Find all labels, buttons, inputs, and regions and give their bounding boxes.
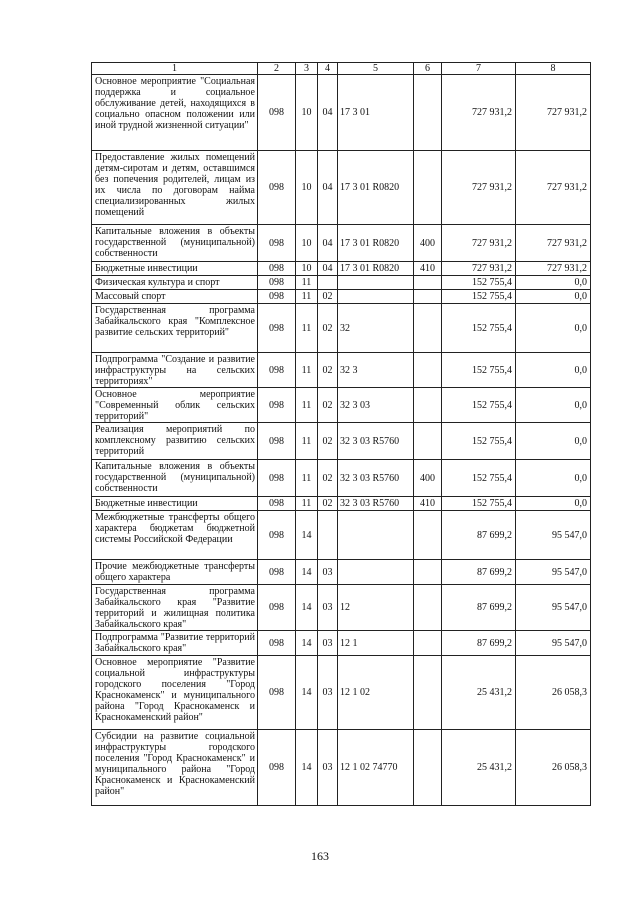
header-row [92, 63, 591, 75]
row-expense-type-code [414, 511, 442, 560]
row-section-code: 11 [296, 497, 318, 511]
row-section-code: 11 [296, 304, 318, 353]
row-ministry-code: 098 [258, 423, 296, 460]
row-expense-type-code [414, 290, 442, 304]
row-ministry-code: 098 [258, 460, 296, 497]
row-target-code: 32 3 [338, 353, 414, 388]
row-subsection-code: 02 [318, 497, 338, 511]
column-header-2: 2 [258, 63, 296, 75]
row-target-code: 12 1 02 74770 [338, 730, 414, 806]
row-subsection-code: 04 [318, 75, 338, 151]
row-section-code: 10 [296, 75, 318, 151]
table-row [92, 75, 591, 151]
row-target-code: 32 3 03 R5760 [338, 460, 414, 497]
row-amount-col8: 95 547,0 [516, 511, 591, 560]
row-expense-type-code [414, 585, 442, 631]
row-target-code: 32 3 03 R5760 [338, 423, 414, 460]
row-subsection-code: 02 [318, 388, 338, 423]
row-amount-col7: 727 931,2 [442, 151, 516, 225]
row-name: Подпрограмма "Создание и развитие инфраструктуры на сельских территориях" [92, 353, 258, 388]
row-target-code: 32 3 03 R5760 [338, 497, 414, 511]
row-subsection-code: 02 [318, 304, 338, 353]
row-target-code [338, 276, 414, 290]
row-amount-col8: 727 931,2 [516, 75, 591, 151]
row-amount-col8: 727 931,2 [516, 151, 591, 225]
row-amount-col7: 152 755,4 [442, 460, 516, 497]
row-ministry-code: 098 [258, 560, 296, 585]
row-subsection-code: 02 [318, 353, 338, 388]
row-expense-type-code [414, 151, 442, 225]
row-section-code: 11 [296, 388, 318, 423]
row-ministry-code: 098 [258, 388, 296, 423]
row-amount-col8: 95 547,0 [516, 585, 591, 631]
row-subsection-code: 03 [318, 560, 338, 585]
row-expense-type-code [414, 353, 442, 388]
table-row [92, 304, 591, 353]
row-expense-type-code: 400 [414, 460, 442, 497]
column-header-1: 1 [92, 63, 258, 75]
row-amount-col8: 0,0 [516, 423, 591, 460]
row-section-code: 11 [296, 353, 318, 388]
row-name: Предоставление жилых помещений детям-сиротам и детям, оставшимся без попечения родителей, лицам из их числа по договорам найма специализированных жилых помещений [92, 151, 258, 225]
row-section-code: 11 [296, 290, 318, 304]
row-section-code: 14 [296, 511, 318, 560]
row-amount-col8: 0,0 [516, 290, 591, 304]
table-row [92, 262, 591, 276]
row-ministry-code: 098 [258, 304, 296, 353]
row-section-code: 10 [296, 225, 318, 262]
row-expense-type-code [414, 276, 442, 290]
row-subsection-code: 03 [318, 631, 338, 656]
row-amount-col8: 0,0 [516, 304, 591, 353]
row-subsection-code: 03 [318, 656, 338, 730]
row-ministry-code: 098 [258, 75, 296, 151]
table-row [92, 656, 591, 730]
table-row [92, 497, 591, 511]
row-amount-col7: 152 755,4 [442, 497, 516, 511]
table-row [92, 585, 591, 631]
row-amount-col7: 727 931,2 [442, 262, 516, 276]
row-ministry-code: 098 [258, 290, 296, 304]
column-header-8: 8 [516, 63, 591, 75]
row-name: Физическая культура и спорт [92, 276, 258, 290]
row-target-code: 17 3 01 R0820 [338, 225, 414, 262]
row-target-code: 12 1 [338, 631, 414, 656]
row-amount-col8: 0,0 [516, 388, 591, 423]
row-expense-type-code [414, 75, 442, 151]
row-subsection-code: 04 [318, 225, 338, 262]
row-amount-col8: 727 931,2 [516, 225, 591, 262]
row-amount-col8: 95 547,0 [516, 560, 591, 585]
row-amount-col8: 95 547,0 [516, 631, 591, 656]
row-section-code: 14 [296, 656, 318, 730]
table-row [92, 631, 591, 656]
row-target-code: 12 [338, 585, 414, 631]
row-subsection-code: 02 [318, 290, 338, 304]
column-header-6: 6 [414, 63, 442, 75]
row-expense-type-code [414, 631, 442, 656]
row-amount-col7: 152 755,4 [442, 388, 516, 423]
row-target-code [338, 290, 414, 304]
row-ministry-code: 098 [258, 151, 296, 225]
row-subsection-code: 03 [318, 585, 338, 631]
row-name: Основное мероприятие "Современный облик сельских территорий" [92, 388, 258, 423]
row-amount-col7: 152 755,4 [442, 304, 516, 353]
row-name: Массовый спорт [92, 290, 258, 304]
row-expense-type-code [414, 656, 442, 730]
row-target-code: 17 3 01 [338, 75, 414, 151]
row-name: Бюджетные инвестиции [92, 262, 258, 276]
row-section-code: 10 [296, 262, 318, 276]
row-subsection-code: 04 [318, 151, 338, 225]
row-section-code: 14 [296, 730, 318, 806]
row-amount-col8: 0,0 [516, 353, 591, 388]
table-row [92, 460, 591, 497]
row-amount-col8: 0,0 [516, 460, 591, 497]
row-section-code: 10 [296, 151, 318, 225]
row-name: Государственная программа Забайкальского края "Развитие территорий и жилищная политика Забайкальского края" [92, 585, 258, 631]
row-amount-col7: 87 699,2 [442, 585, 516, 631]
row-amount-col7: 727 931,2 [442, 75, 516, 151]
row-ministry-code: 098 [258, 631, 296, 656]
row-ministry-code: 098 [258, 225, 296, 262]
row-name: Подпрограмма "Развитие территорий Забайкальского края" [92, 631, 258, 656]
row-subsection-code: 04 [318, 262, 338, 276]
row-name: Капитальные вложения в объекты государственной (муниципальной) собственности [92, 460, 258, 497]
row-ministry-code: 098 [258, 730, 296, 806]
row-name: Капитальные вложения в объекты государственной (муниципальной) собственности [92, 225, 258, 262]
table-row [92, 388, 591, 423]
row-amount-col7: 87 699,2 [442, 631, 516, 656]
row-name: Основное мероприятие "Социальная поддержка и социальное обслуживание детей, находящихся в социально опасном положении или иной трудной жизненной ситуации" [92, 75, 258, 151]
budget-table [91, 62, 591, 806]
row-amount-col7: 25 431,2 [442, 656, 516, 730]
row-target-code: 12 1 02 [338, 656, 414, 730]
row-section-code: 11 [296, 276, 318, 290]
row-amount-col8: 0,0 [516, 497, 591, 511]
table-row [92, 276, 591, 290]
row-ministry-code: 098 [258, 585, 296, 631]
row-amount-col8: 26 058,3 [516, 656, 591, 730]
column-header-3: 3 [296, 63, 318, 75]
row-expense-type-code [414, 423, 442, 460]
row-expense-type-code: 410 [414, 262, 442, 276]
table-row [92, 353, 591, 388]
table-row [92, 730, 591, 806]
row-subsection-code [318, 511, 338, 560]
row-amount-col7: 152 755,4 [442, 423, 516, 460]
row-amount-col8: 727 931,2 [516, 262, 591, 276]
table-row [92, 423, 591, 460]
row-name: Реализация мероприятий по комплексному развитию сельских территорий [92, 423, 258, 460]
column-header-7: 7 [442, 63, 516, 75]
row-section-code: 11 [296, 460, 318, 497]
row-amount-col7: 87 699,2 [442, 560, 516, 585]
row-amount-col8: 0,0 [516, 276, 591, 290]
row-name: Межбюджетные трансферты общего характера бюджетам бюджетной системы Российской Федерации [92, 511, 258, 560]
row-target-code [338, 560, 414, 585]
table-row [92, 560, 591, 585]
row-ministry-code: 098 [258, 262, 296, 276]
row-amount-col8: 26 058,3 [516, 730, 591, 806]
row-section-code: 14 [296, 631, 318, 656]
row-name: Субсидии на развитие социальной инфраструктуры городского поселения "Город Краснокаменск" и муниципального района "Город Краснокаменск и Краснокаменский район" [92, 730, 258, 806]
row-section-code: 11 [296, 423, 318, 460]
row-amount-col7: 25 431,2 [442, 730, 516, 806]
row-amount-col7: 87 699,2 [442, 511, 516, 560]
column-header-4: 4 [318, 63, 338, 75]
row-section-code: 14 [296, 585, 318, 631]
row-name: Основное мероприятие "Развитие социальной инфраструктуры городского поселения "Город Краснокаменск" и муниципального района "Город Краснокаменск и Краснокаменский район" [92, 656, 258, 730]
row-ministry-code: 098 [258, 276, 296, 290]
table-row [92, 290, 591, 304]
row-subsection-code: 02 [318, 423, 338, 460]
row-ministry-code: 098 [258, 511, 296, 560]
table-row [92, 151, 591, 225]
row-ministry-code: 098 [258, 656, 296, 730]
row-amount-col7: 152 755,4 [442, 353, 516, 388]
row-target-code: 32 [338, 304, 414, 353]
row-target-code: 17 3 01 R0820 [338, 151, 414, 225]
row-name: Прочие межбюджетные трансферты общего характера [92, 560, 258, 585]
table-row [92, 511, 591, 560]
table-row [92, 225, 591, 262]
row-expense-type-code: 400 [414, 225, 442, 262]
row-section-code: 14 [296, 560, 318, 585]
row-ministry-code: 098 [258, 353, 296, 388]
row-subsection-code: 02 [318, 460, 338, 497]
page-number: 163 [311, 849, 329, 863]
row-expense-type-code [414, 388, 442, 423]
row-amount-col7: 152 755,4 [442, 290, 516, 304]
row-expense-type-code [414, 560, 442, 585]
row-amount-col7: 727 931,2 [442, 225, 516, 262]
row-subsection-code: 03 [318, 730, 338, 806]
row-ministry-code: 098 [258, 497, 296, 511]
row-expense-type-code: 410 [414, 497, 442, 511]
row-subsection-code [318, 276, 338, 290]
column-header-5: 5 [338, 63, 414, 75]
row-target-code: 17 3 01 R0820 [338, 262, 414, 276]
row-name: Бюджетные инвестиции [92, 497, 258, 511]
row-target-code [338, 511, 414, 560]
row-name: Государственная программа Забайкальского края "Комплексное развитие сельских территорий" [92, 304, 258, 353]
row-target-code: 32 3 03 [338, 388, 414, 423]
row-amount-col7: 152 755,4 [442, 276, 516, 290]
row-expense-type-code [414, 730, 442, 806]
table-body [92, 63, 591, 806]
row-expense-type-code [414, 304, 442, 353]
